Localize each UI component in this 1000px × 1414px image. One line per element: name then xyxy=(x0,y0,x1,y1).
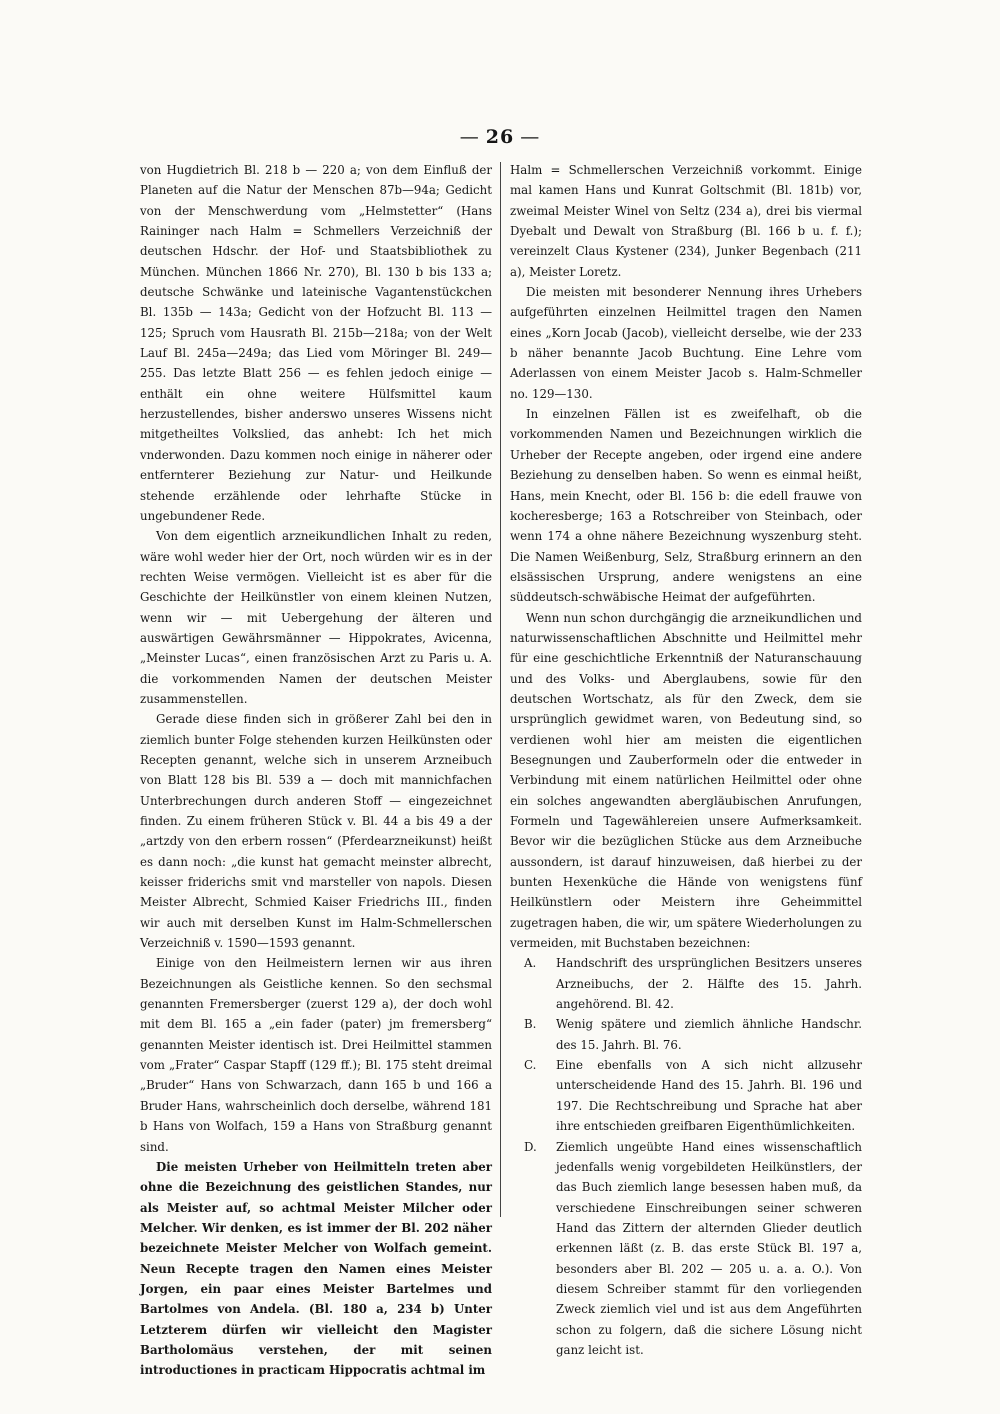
list-item-text: Wenig spätere und ziemlich ähnliche Handschr. des 15. Jahrh. Bl. 76. xyxy=(556,1017,862,1052)
page-number: 26 xyxy=(485,126,515,148)
paragraph: Gerade diese finden sich in größerer Zahl bei den in ziemlich bunter Folge stehenden kurzen Heilkünsten oder Recepten genannt, welche sich in unserem Arzneibuch von Blatt 128 bis Bl. 539 a — doch mit mannichfachen Unterbrechungen durch anderen Stoff — eingezeichnet finden. Zu einem früheren Stück v. Bl. 44 a bis 49 a der „artzdy von den erbern rossen“ (Pferdearzneikunst) heißt es dann noch: „die kunst hat gemacht meinster albrecht, keisser friderichs smit vnd marsteller von napols. Diesen Meister Albrecht, Schmied Kaiser Friedrichs III., finden wir auch mit derselben Kunst im Halm-Schmellerschen Verzeichniß v. 1590—1593 genannt. xyxy=(140,712,492,951)
left-column xyxy=(140,160,492,1381)
list-item-letter: A. xyxy=(524,956,537,971)
paragraph: In einzelnen Fällen ist es zweifelhaft, ob die vorkommenden Namen und Bezeichnungen wirklich die Urheber der Recepte angeben, oder irgend eine andere Beziehung zu denselben haben. So wenn es einmal heißt, Hans, mein Knecht, oder Bl. 156 b: die edell frauwe von kocheresberge; 163 a Rotschreiber von Steinbach, oder wenn 174 a ohne nähere Bezeichnung wyszenburg steht. Die Namen Weißenburg, Selz, Straßburg erinnern an den elsässischen Ursprung, andere wenigstens an eine süddeutsch-schwäbische Heimat der aufgeführten. xyxy=(510,407,862,605)
paragraph: Halm = Schmellerschen Verzeichniß vorkommt. Einige mal kamen Hans und Kunrat Goltschmit (Bl. 181b) vor, zweimal Meister Winel von Seltz (234 a), drei bis viermal Dyebalt und Dewalt von Straßburg (Bl. 166 b u. f. f.); vereinzelt Claus Kystener (234), Junker Begenbach (211 a), Meister Loretz. xyxy=(510,163,862,279)
list-item xyxy=(510,953,862,1014)
paragraph: Von dem eigentlich arzneikundlichen Inhalt zu reden, wäre wohl weder hier der Ort, noch würden wir es in der rechten Weise vermögen. Vielleicht ist es aber für die Geschichte der Heilkünstler von einem kleinen Nutzen, wenn wir — mit Uebergehung der älteren und auswärtigen Gewährsmänner — Hippokrates, Avicenna, „Meinster Lucas“, einen französischen Arzt zu Paris u. A. die vorkommenden Namen der deutschen Meister zusammenstellen. xyxy=(140,529,492,706)
list-item-letter: C. xyxy=(524,1058,537,1073)
list-item-letter: D. xyxy=(524,1139,537,1154)
right-column xyxy=(510,160,862,1360)
paragraph: Wenn nun schon durchgängig die arzneikundlichen und naturwissenschaftlichen Abschnitte und Heilmittel mehr für eine geschichtliche Erkenntniß der Naturanschauung und des Volks- und Aberglaubens, sowie für den deutschen Wortschatz, als für den Zweck, dem sie ursprünglich gewidmet waren, von Bedeutung sind, so verdienen wohl hier am meisten die eigentlichen Besegnungen und Zauberformeln oder die entweder in Verbindung mit einem natürlichen Heilmittel oder ohne ein solches angewandten abergläubischen Anrufungen, Formeln und Tagewählereien unsere Aufmerksamkeit. Bevor wir die bezüglichen Stücke aus dem Arzneibuche aussondern, ist darauf hinzuweisen, daß hierbei zu der bunten Hexenküche die Hände von wenigstens fünf Heilkünstlern oder Meistern ihre Geheimmittel zugetragen haben, die wir, um spätere Wiederholungen zu vermeiden, mit Buchstaben bezeichnen: xyxy=(510,610,862,951)
paragraph: Die meisten Urheber von Heilmitteln treten aber ohne die Bezeichnung des geistlichen Standes, nur als Meister auf, so achtmal Meister Milcher oder Melcher. Wir denken, es ist immer der Bl. 202 näher bezeichnete Meister Melcher von Wolfach gemeint. Neun Recepte tragen den Namen eines Meister Jorgen, ein paar eines Meister Bartelmes und Bartolmes von Andela. (Bl. 180 a, 234 b) Unter Letzterem dürfen wir vielleicht den Magister Bartholomäus verstehen, der mit seinen introductiones in practicam Hippocratis achtmal im xyxy=(140,1159,492,1378)
hands-list xyxy=(510,953,862,1360)
page-header xyxy=(0,126,1000,148)
paragraph: Einige von den Heilmeistern lernen wir aus ihren Bezeichnungen als Geistliche kennen. So den sechsmal genannten Fremersberger (zuerst 129 a), der doch wohl mit dem Bl. 165 a „ein fader (pater) jm fremersberg“ genannten Meister identisch ist. Drei Heilmittel stammen vom „Frater“ Caspar Stapff (129 ff.); Bl. 175 steht dreimal „Bruder“ Hans von Schwarzach, dann 165 b und 166 a Bruder Hans, wahrscheinlich doch derselbe, während 181 b Hans von Wolfach, 159 a Hans von Straßburg genannt sind. xyxy=(140,956,492,1154)
list-item-letter: B. xyxy=(524,1017,537,1032)
paragraph: Die meisten mit besonderer Nennung ihres Urhebers aufgeführten einzelnen Heilmittel tragen den Namen eines „Korn Jocab (Jacob), vielleicht derselbe, wie der 233 b näher benannte Jacob Buchtung. Eine Lehre vom Aderlassen von einem Meister Jacob s. Halm-Schmeller no. 129—130. xyxy=(510,285,862,401)
header-dash-left: — xyxy=(459,126,480,148)
list-item-text: Ziemlich ungeübte Hand eines wissenschaftlich jedenfalls wenig vorgebildeten Heilkünstlers, der das Buch ziemlich lange besessen haben muß, da verschiedene Einschreibungen seiner schweren Hand das Zittern der alternden Glieder deutlich erkennen läßt (z. B. das erste Stück Bl. 197 a, besonders aber Bl. 202 — 205 u. a. a. O.). Von diesem Schreiber stammt für den vorliegenden Zweck ziemlich viel und ist aus dem Angeführten schon zu folgern, daß die sichere Lösung nicht ganz leicht ist. xyxy=(556,1139,862,1357)
paragraph: von Hugdietrich Bl. 218 b — 220 a; von dem Einfluß der Planeten auf die Natur der Menschen 87b—94a; Gedicht von der Menschwerdung vom „Helmstetter“ (Hans Raininger nach Halm = Schmellers Verzeichniß der deutschen Hdschr. der Hof- und Staatsbibliothek zu München. München 1866 Nr. 270), Bl. 130 b bis 133 a; deutsche Schwänke und lateinische Vagantenstückchen Bl. 135b — 143a; Gedicht von der Hofzucht Bl. 113 — 125; Spruch vom Hausrath Bl. 215b—218a; von der Welt Lauf Bl. 245a—249a; das Lied vom Möringer Bl. 249—255. Das letzte Blatt 256 — es fehlen jedoch einige — enthält ein ohne weitere Hülfsmittel kaum herzustellendes, bisher anderswo unseres Wissens nicht mitgetheiltes Volkslied, das anhebt: Ich het mich vnderwonden. Dazu kommen noch einige in näherer oder entfernterer Beziehung zur Natur- und Heilkunde stehende erzählende oder lehrhafte Stücke in ungebundener Rede. xyxy=(140,163,492,523)
list-item-text: Handschrift des ursprünglichen Besitzers unseres Arzneibuchs, der 2. Hälfte des 15. Jahrh. angehörend. Bl. 42. xyxy=(556,956,862,1012)
list-item xyxy=(510,1014,862,1055)
header-dash-right: — xyxy=(520,126,541,148)
list-item xyxy=(510,1055,862,1136)
column-divider xyxy=(500,162,501,1217)
list-item-text: Eine ebenfalls von A sich nicht allzusehr unterscheidende Hand des 15. Jahrh. Bl. 196 und 197. Die Rechtschreibung und Sprache hat aber ihre entschieden greifbaren Eigenthümlichkeiten. xyxy=(556,1058,862,1134)
list-item xyxy=(510,1137,862,1361)
